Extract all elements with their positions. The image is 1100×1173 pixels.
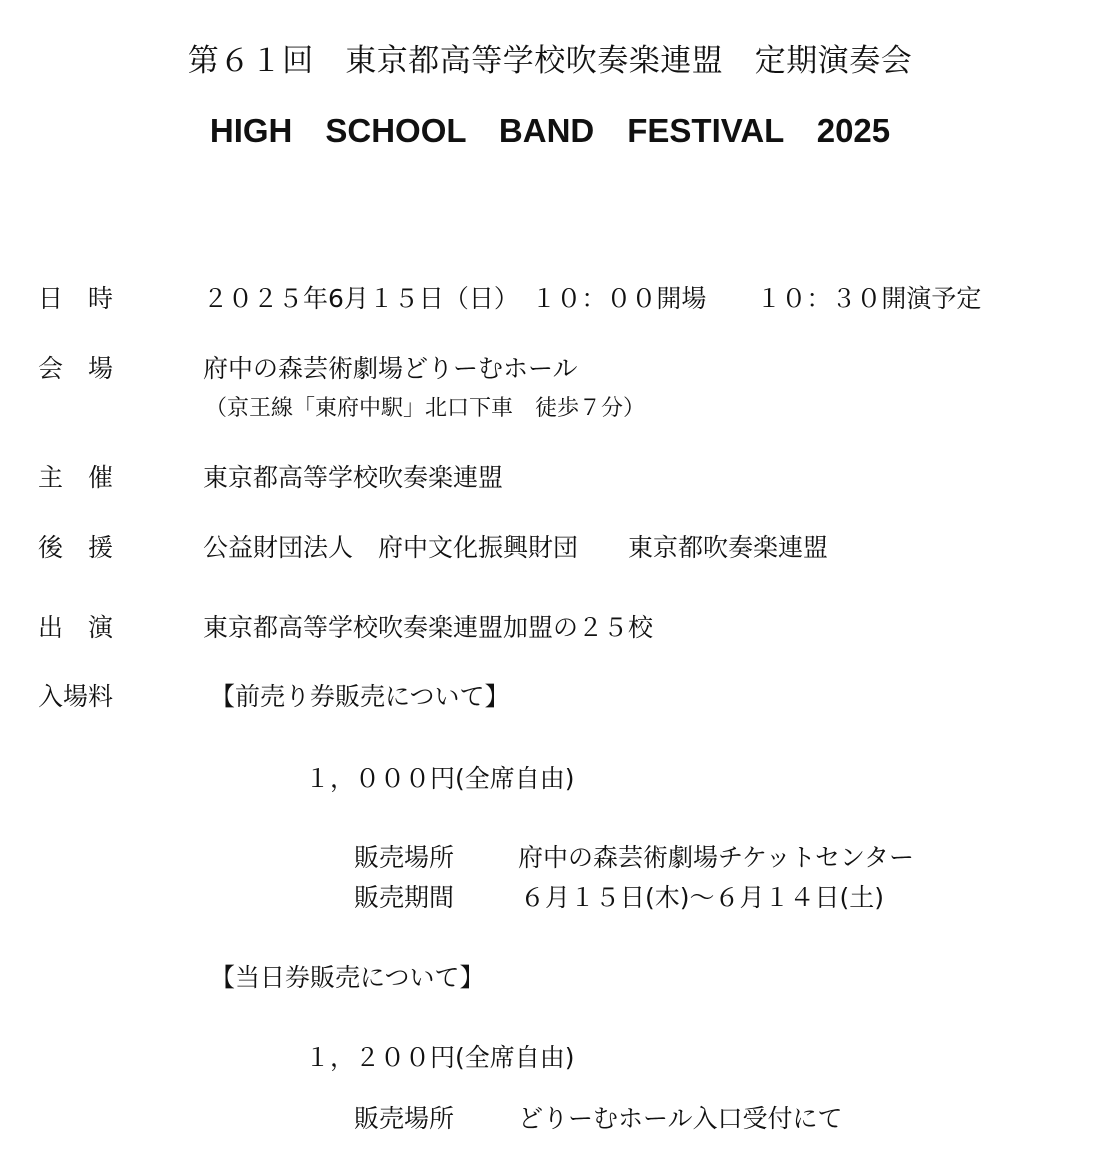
advance-ticket-price: １，０００円(全席自由) — [305, 764, 575, 793]
advance-place-label: 販売場所 — [354, 843, 455, 872]
performers-value: 東京都高等学校吹奏楽連盟加盟の２５校 — [203, 613, 654, 642]
venue-label: 会 場 — [38, 354, 114, 383]
venue-access: （京王線「東府中駅」北口下車 徒歩７分） — [205, 396, 646, 421]
support-label: 後 援 — [38, 533, 114, 562]
datetime-label: 日 時 — [38, 284, 114, 313]
performers-label: 出 演 — [38, 613, 114, 642]
datetime-value: ２０２５年6月１５日（日） １０：００開場 １０：３０開演予定 — [203, 284, 982, 313]
advance-place-value: 府中の森芸術劇場チケットセンター — [518, 843, 915, 872]
venue-value: 府中の森芸術劇場どりーむホール — [203, 354, 578, 383]
event-title-japanese: 第６１回 東京都高等学校吹奏楽連盟 定期演奏会 — [187, 43, 913, 79]
advance-ticket-heading: 【前売り券販売について】 — [210, 682, 510, 711]
admission-label: 入場料 — [38, 682, 114, 711]
support-value: 公益財団法人 府中文化振興財団 東京都吹奏楽連盟 — [203, 533, 829, 562]
door-place-label: 販売場所 — [354, 1104, 455, 1133]
organizer-value: 東京都高等学校吹奏楽連盟 — [203, 463, 504, 492]
event-title-english: HIGH SCHOOL BAND FESTIVAL 2025 — [209, 112, 891, 149]
door-ticket-price: １，２００円(全席自由) — [305, 1043, 575, 1072]
organizer-label: 主 催 — [38, 463, 114, 492]
door-place-value: どりーむホール入口受付にて — [518, 1104, 843, 1133]
advance-period-label: 販売期間 — [354, 883, 455, 912]
door-ticket-heading: 【当日券販売について】 — [210, 963, 485, 992]
advance-period-value: ６月１５日(木)～６月１４日(土) — [520, 883, 885, 912]
